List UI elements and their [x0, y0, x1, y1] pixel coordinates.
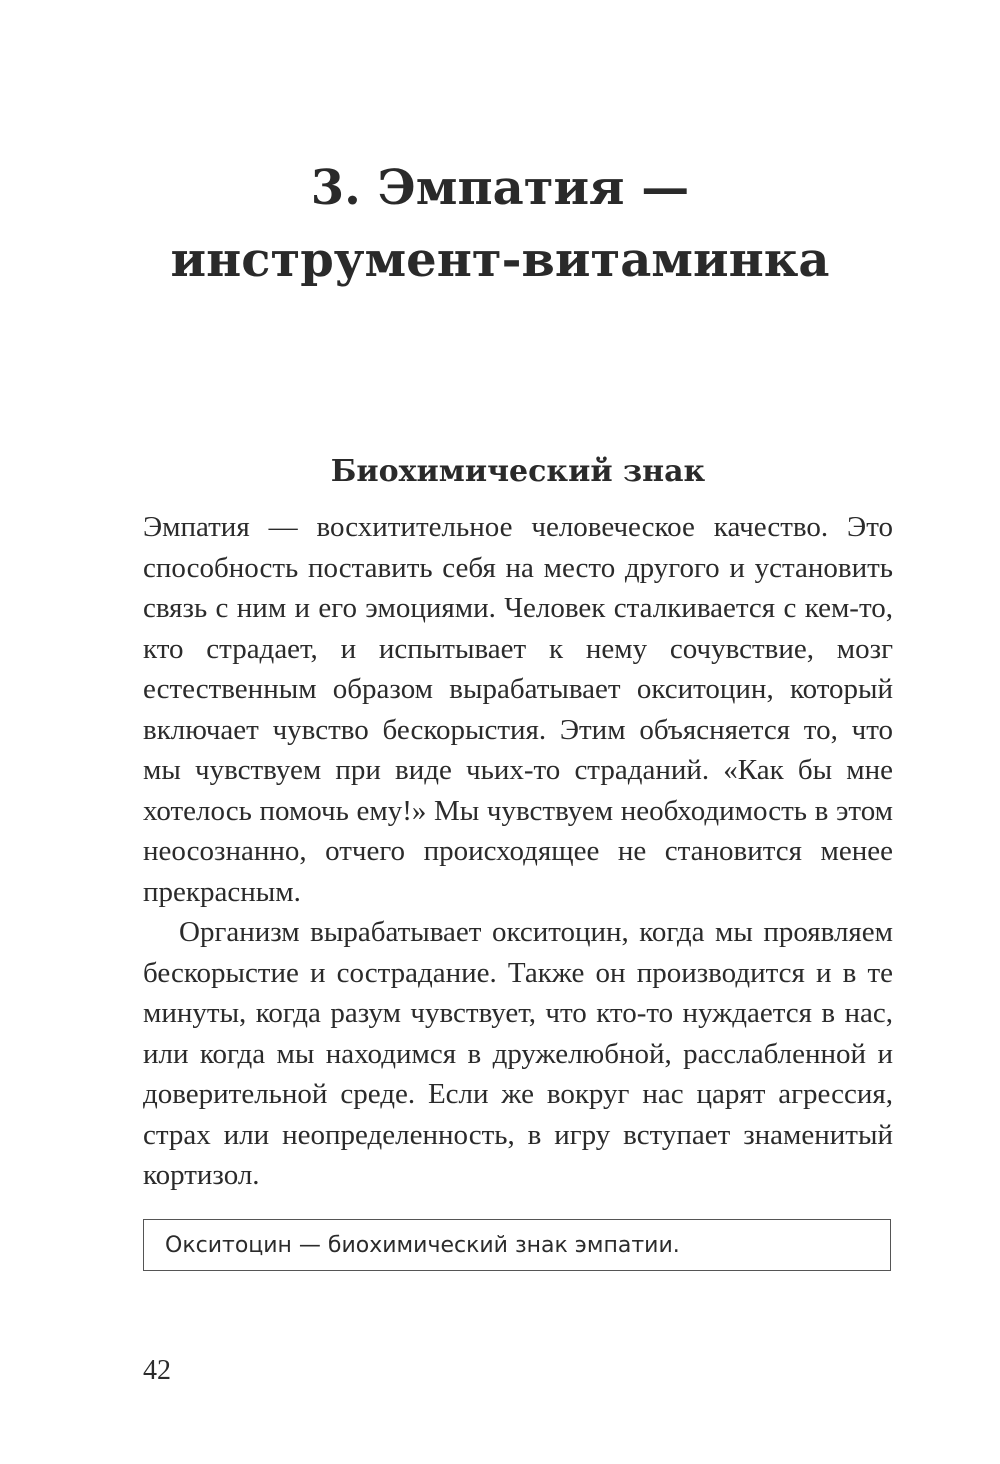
paragraph-1: Эмпатия — восхитительное человеческое качество. Это способность поставить себя на место другого и установить связь с ним и его эмоциями. Человек сталкивается с кем-то, кто страдает, и испытывает к нему сочувствие, мозг естественным образом вырабатывает окситоцин, который включает чувство бескорыстия. Этим объясняется то, что мы чувствуем при виде чьих-то страданий. «Как бы мне хотелось помочь ему!» Мы чувствуем необходимость в этом неосознанно, отчего происходящее не становится менее прекрасным.	[143, 511, 893, 908]
callout-box	[143, 1219, 891, 1271]
page-number: 42	[143, 1355, 171, 1386]
callout-text: Окситоцин — биохимический знак эмпатии.	[165, 1232, 680, 1258]
chapter-title	[0, 152, 1000, 296]
body-text	[143, 507, 893, 1196]
paragraph-2: Организм вырабатывает окситоцин, когда мы проявляем бескорыстие и сострадание. Также он производится и в те минуты, когда разум чувствует, что кто-то нуждается в нас, или когда мы находимся в дружелюбной, расслабленной и доверительной среде. Если же вокруг нас царят агрессия, страх или неопределенность, в игру вступает знаменитый кортизол.	[143, 916, 893, 1191]
chapter-title-line-2: инструмент-витаминка	[170, 232, 830, 288]
chapter-title-line-1: 3. Эмпатия —	[310, 160, 690, 216]
section-heading: Биохимический знак	[330, 454, 706, 489]
